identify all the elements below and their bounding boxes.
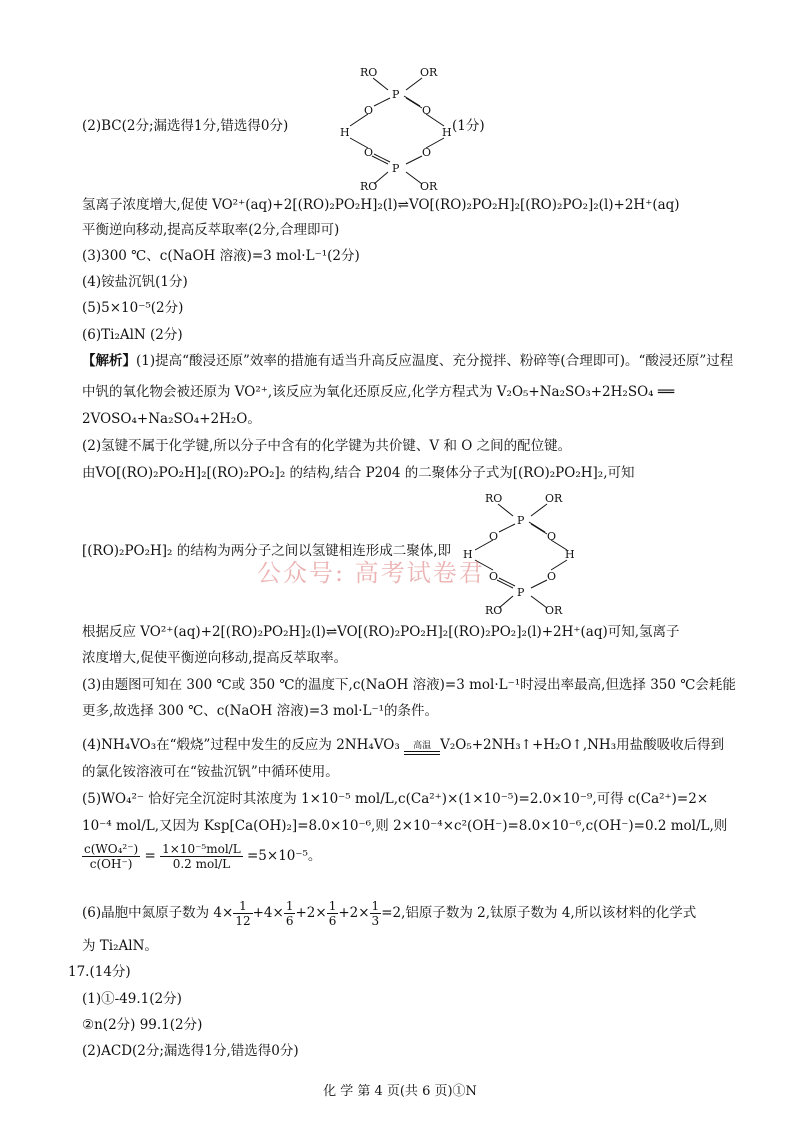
struct1-p-top: P — [392, 88, 400, 101]
struct2-o-lower-right: O — [547, 570, 557, 583]
p5-result: =5×10⁻⁵。 — [246, 848, 322, 864]
equals-sign: = — [144, 848, 156, 864]
struct1-h-left: H — [340, 126, 350, 139]
struct2-or-top: OR — [545, 492, 563, 505]
q17-answer-3: (2)ACD(2分;漏选得1分,错选得0分) — [82, 1043, 299, 1059]
fraction-wo4-over-oh: $\frac{\text{c(WO₄²⁻)}}{c(OH^-)}$ — [84, 842, 139, 871]
struct2-or-bottom: OR — [545, 604, 563, 616]
analysis-p5-l3 — [82, 841, 321, 871]
analysis-p5-l2: 10⁻⁴ mol/L,又因为 Ksp[Ca(OH)₂]=8.0×10⁻⁶,则 2×10⁻⁴×c²(OH⁻)=8.0×10⁻⁶,c(OH⁻)=0.2 mol/L,则 — [82, 818, 728, 834]
struct2-p-top: P — [517, 514, 525, 527]
fraction-1-6-a: $\frac{1}{6}$ — [285, 899, 294, 928]
struct2-ro-top: RO — [485, 492, 503, 505]
struct1-ro-bottom: RO — [360, 180, 378, 190]
analysis-p4-l2: 的氯化铵溶液可在“铵盐沉钒”中循环使用。 — [82, 764, 339, 780]
p6-plus-1: +4× — [252, 905, 284, 921]
reaction-condition-label: 高温 — [413, 741, 432, 751]
struct2-p-bottom: P — [517, 586, 525, 599]
q5-answer: (5)5×10⁻⁵(2分) — [82, 300, 184, 316]
analysis-p5-l1: (5)WO₄²⁻ 恰好完全沉淀时其浓度为 1×10⁻⁵ mol/L,c(Ca²⁺)×(1×10⁻⁵)=2.0×10⁻⁹,可得 c(Ca²⁺)=2× — [82, 791, 709, 807]
p6-text-b: =2,铝原子数为 2,钛原子数为 4,所以该材料的化学式 — [381, 905, 697, 921]
analysis-label: 【解析】 — [82, 353, 136, 369]
analysis-p1-l1-text: (1)提高“酸浸还原”效率的措施有适当升高反应温度、充分搅拌、粉碎等(合理即可)。“酸浸还原”过程 — [136, 353, 734, 369]
analysis-p4-l1 — [82, 735, 724, 755]
struct2-ro-bottom: RO — [485, 604, 503, 616]
struct2-o-right: O — [547, 530, 557, 543]
struct2-o-lower-left: O — [489, 570, 499, 583]
explain-h-ion: 氢离子浓度增大,促使 VO²⁺(aq)+2[(RO)₂PO₂H]₂(l)⇌VO[(RO)₂PO₂H]₂[(RO)₂PO₂]₂(l)+2H⁺(aq) — [82, 197, 680, 213]
analysis-p4-l1b: V₂O₅+2NH₃↑+H₂O↑,NH₃用盐酸吸收后得到 — [440, 737, 725, 753]
p6-plus-2: +2× — [295, 905, 327, 921]
q17-answer-2: ②n(2分) 99.1(2分) — [82, 1017, 203, 1033]
struct1-p-bottom: P — [392, 162, 400, 175]
q2-structure-points: (1分) — [452, 118, 485, 134]
analysis-p6-l2: 为 Ti₂AlN。 — [82, 938, 158, 954]
q17-answer-1: (1)①-49.1(2分) — [82, 991, 182, 1007]
analysis-p1-l1 — [82, 351, 733, 371]
analysis-p2-l4: 根据反应 VO²⁺(aq)+2[(RO)₂PO₂H]₂(l)⇌VO[(RO)₂PO₂H]₂[(RO)₂PO₂]₂(l)+2H⁺(aq)可知,氢离子 — [82, 624, 680, 640]
analysis-p4-l1a: (4)NH₄VO₃在“煅烧”过程中发生的反应为 2NH₄VO₃ — [82, 737, 400, 753]
q2-answer: (2)BC(2分;漏选得1分,错选得0分) — [82, 118, 289, 134]
analysis-p3-l2: 更多,故选择 300 ℃、c(NaOH 溶液)=3 mol·L⁻¹的条件。 — [82, 703, 439, 719]
struct1-or-top: OR — [420, 66, 438, 79]
page-footer: 化 学 第 4 页(共 6 页)①N — [323, 1084, 477, 1099]
struct2-h-left: H — [463, 548, 473, 561]
struct1-o-lower-right: O — [422, 146, 432, 159]
watermark: 公众号: 高考试卷君 — [257, 559, 485, 587]
analysis-p2-l2: 由VO[(RO)₂PO₂H]₂[(RO)₂PO₂]₂ 的结构,结合 P204 的二聚体分子式为[(RO)₂PO₂H]₂,可知 — [82, 465, 635, 481]
q17-header: 17.(14分) — [68, 964, 131, 980]
p6-text-a: (6)晶胞中氮原子数为 4× — [82, 905, 234, 921]
fraction-1-3: $\frac{1}{3}$ — [371, 899, 380, 928]
fraction-1-6-b: $\frac{1}{6}$ — [328, 899, 337, 928]
q3-answer: (3)300 ℃、c(NaOH 溶液)=3 mol·L⁻¹(2分) — [82, 248, 360, 264]
analysis-p6-l1 — [82, 898, 696, 928]
dimer-structure-diagram-1 — [330, 60, 470, 190]
q6-answer: (6)Ti₂AlN (2分) — [82, 327, 183, 343]
analysis-p3-l1: (3)由题图可知在 300 ℃或 350 ℃的温度下,c(NaOH 溶液)=3 mol·L⁻¹时浸出率最高,但选择 350 ℃会耗能 — [82, 677, 736, 693]
analysis-p2-l5: 浓度增大,促使平衡逆向移动,提高反萃取率。 — [82, 650, 348, 666]
q4-answer: (4)铵盐沉钒(1分) — [82, 274, 188, 290]
analysis-p2-l1: (2)氢键不属于化学键,所以分子中含有的化学键为共价键、V 和 O 之间的配位键。 — [82, 438, 572, 454]
fraction-concentration-ratio: $\frac{\text{1×10⁻⁵mol/L}}{\text{0.2 mol/L}}$ — [162, 842, 241, 871]
struct1-ro-top: RO — [360, 66, 378, 79]
struct2-h-right: H — [565, 548, 575, 561]
dimer-structure-diagram-2 — [455, 488, 595, 616]
analysis-p1-l2: 中钒的氧化物会被还原为 VO²⁺,该反应为氧化还原反应,化学方程式为 V₂O₅+Na₂SO₃+2H₂SO₄ ══ — [82, 384, 675, 400]
explain-shift: 平衡逆向移动,提高反萃取率(2分,合理即可) — [82, 222, 340, 238]
analysis-p2-l3: [(RO)₂PO₂H]₂ 的结构为两分子之间以氢键相连形成二聚体,即 — [82, 543, 452, 559]
fraction-1-12: $\frac{1}{12}$ — [235, 899, 251, 928]
struct1-o-left: O — [364, 104, 374, 117]
p6-plus-3: +2× — [338, 905, 370, 921]
struct1-or-bottom: OR — [420, 180, 438, 190]
struct1-h-right: H — [442, 126, 452, 139]
struct2-o-left: O — [489, 530, 499, 543]
struct1-o-right: O — [422, 104, 432, 117]
analysis-p1-l3: 2VOSO₄+Na₂SO₄+2H₂O。 — [82, 411, 261, 427]
struct1-o-lower-left: O — [364, 146, 374, 159]
reaction-condition-arrow — [404, 741, 440, 755]
